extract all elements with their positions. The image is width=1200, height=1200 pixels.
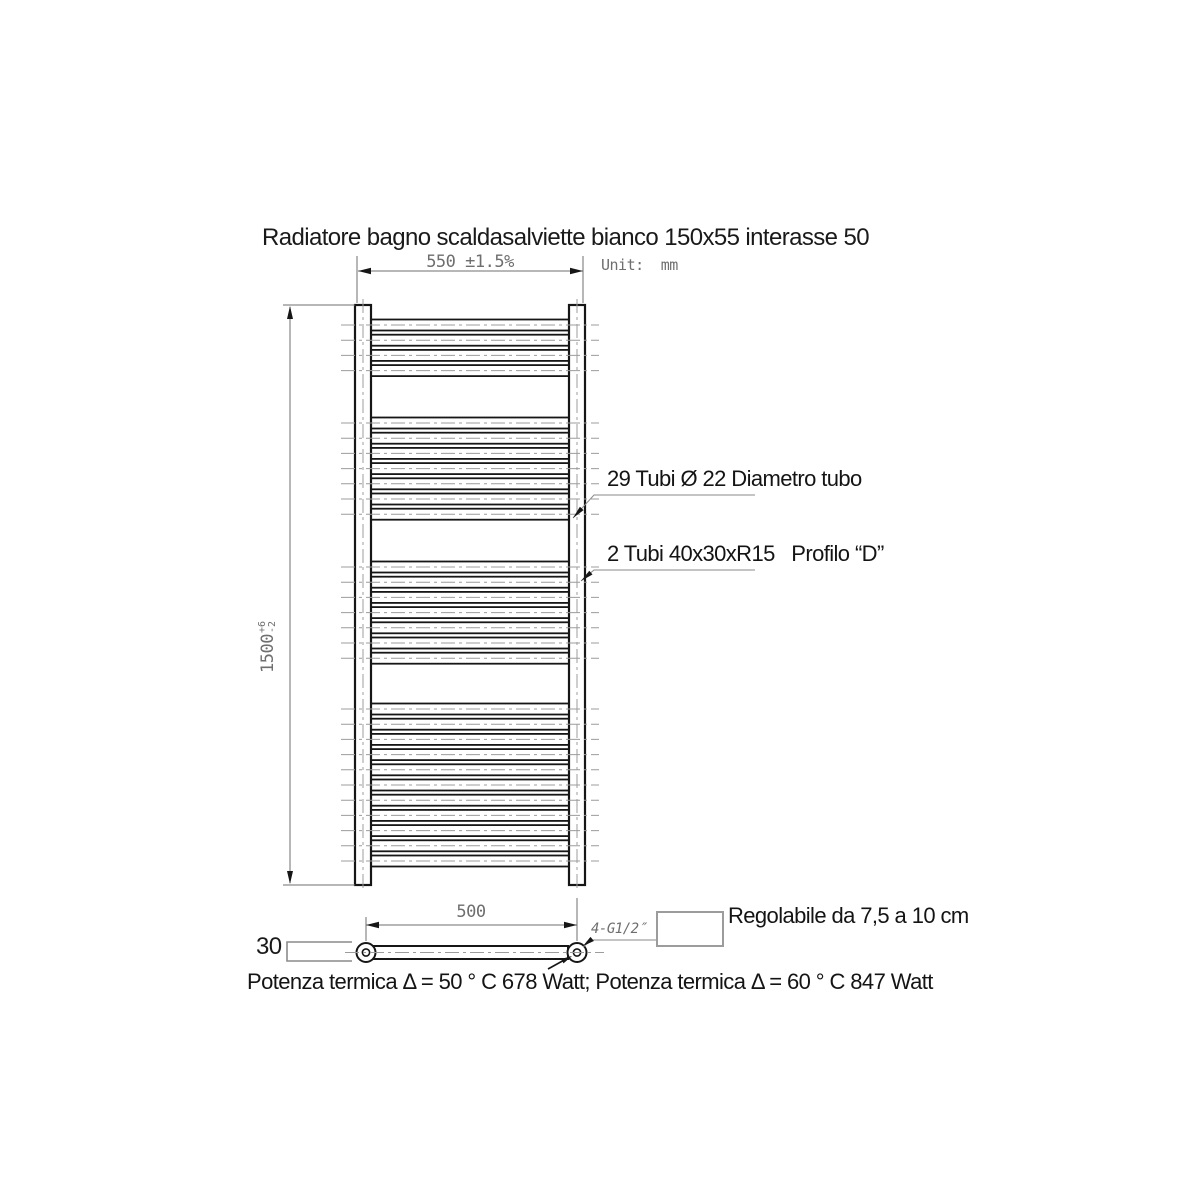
- height-tol-minus: -2: [267, 621, 278, 634]
- wall-distance-label: 30: [256, 933, 282, 960]
- height-tol-plus: +6: [257, 621, 268, 634]
- leader-2-tubi: [581, 570, 755, 581]
- height-value: 1500: [258, 634, 278, 673]
- thermal-power-note: Potenza termica Δ = 50 ° C 678 Watt; Potenza termica Δ = 60 ° C 847 Watt: [247, 969, 933, 994]
- annotation-adjustable-bracket: Regolabile da 7,5 a 10 cm: [728, 903, 969, 928]
- wall-bracket-symbol: [287, 942, 352, 961]
- width-dimension-label: 550 ±1.5%: [426, 252, 514, 272]
- adjustable-bracket-symbol: [657, 912, 723, 946]
- horizontal-tube-bodies: [371, 320, 569, 867]
- height-dimension-label: [230, 585, 306, 673]
- connection-label: 4-G1/2″: [591, 921, 647, 937]
- annotation-vertical-tubes: 2 Tubi 40x30xR15 Profilo “D”: [607, 541, 884, 566]
- leader-29-tubi: [573, 495, 755, 518]
- interaxis-dimension-label: 500: [456, 902, 486, 922]
- drawing-title: Radiatore bagno scaldasalviette bianco 150x55 interasse 50: [262, 224, 869, 251]
- annotation-horizontal-tubes: 29 Tubi Ø 22 Diametro tubo: [607, 466, 862, 491]
- unit-label: Unit: mm: [601, 256, 678, 274]
